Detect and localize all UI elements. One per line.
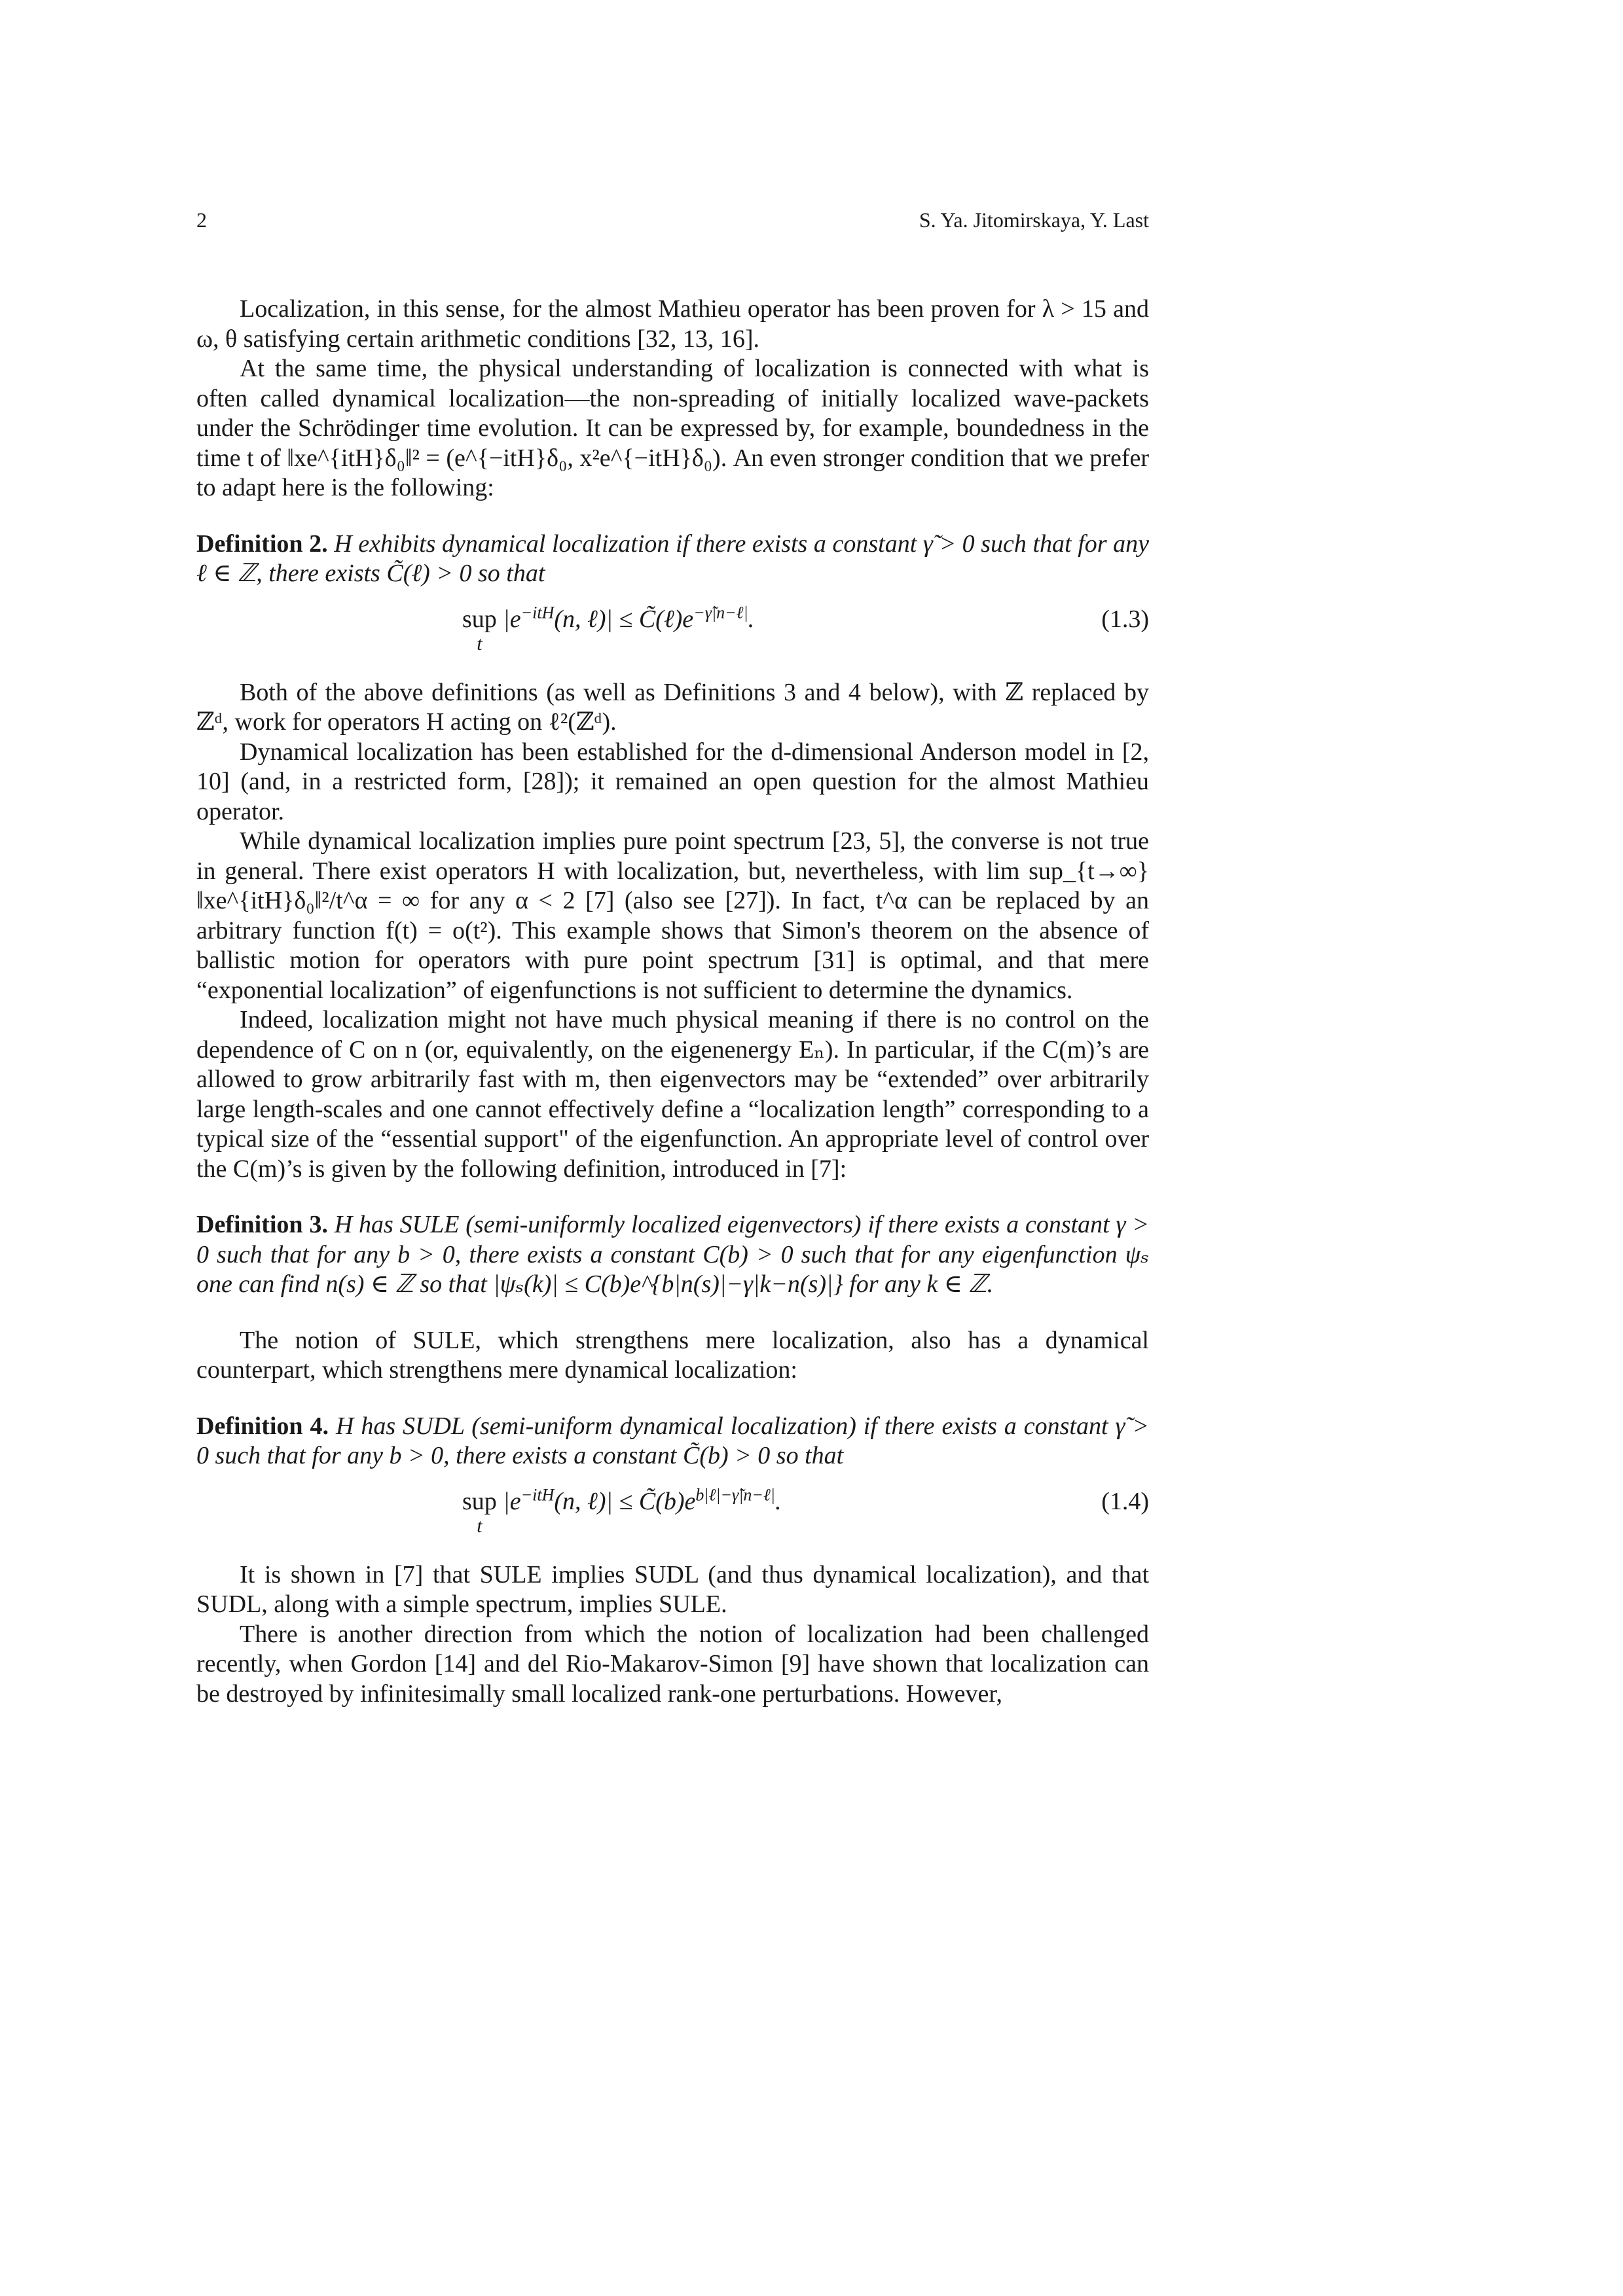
definition-label: Definition 4. (196, 1412, 329, 1440)
equation-number: (1.3) (1101, 605, 1149, 633)
definition-2 (196, 529, 1149, 589)
definition-text: H has SUDL (semi-uniform dynamical localization) if there exists a constant γ̃ > 0 such that for any b > 0, there exists a constant C̃(b) > 0 so that (196, 1412, 1149, 1469)
page-body (196, 295, 1149, 1709)
definition-text: H exhibits dynamical localization if there exists a constant γ̃ > 0 such that for any ℓ ∈ ℤ, there exists C̃(ℓ) > 0 so that (196, 529, 1150, 587)
paragraph: Localization, in this sense, for the almost Mathieu operator has been proven for λ > 15 and ω, θ satisfying certain arithmetic conditions [32, 13, 16]. (196, 295, 1149, 353)
paragraph: Indeed, localization might not have much physical meaning if there is no control on the dependence of C on n (or, equivalently, on the eigenenergy Eₙ). In particular, if the C(m)’s are allowed to grow arbitrarily fast with m, then eigenvectors may be “extended” over arbitrarily large length-scales and one cannot effectively define a “localization length” corresponding to a typical size of the “essential support" of the eigenfunction. An appropriate level of control over the C(m)’s is given by the following definition, introduced in [7]: (196, 1006, 1149, 1183)
definition-text: H has SULE (semi-uniformly localized eigenvectors) if there exists a constant γ > 0 such that for any b > 0, there exists a constant C(b) > 0 such that for any eigenfunction ψₛ one can find n(s) ∈ ℤ so that |ψₛ(k)| ≤ C(b)e^{b|n(s)|−γ|k−n(s)|} for any k ∈ ℤ. (196, 1211, 1150, 1298)
equation-1-4 (196, 1478, 1149, 1546)
definition-3 (196, 1210, 1149, 1300)
equation-formula: sup t $|e^{-itH}(n$, ℓ)| ≤ $C̃(b)e^{b|\ell|-\gammã|n-\ell|}$. (462, 1484, 782, 1537)
paragraph: While dynamical localization implies pure point spectrum [23, 5], the converse is not true in general. There exist operators H with localization, but, nevertheless, with lim sup_{t→∞} ‖xe^{itH}δ₀‖²/t^α = ∞ for any α < 2 [7] (also see [27]). In fact, t^α can be replaced by an arbitrary function f(t) = o(t²). This example shows that Simon's theorem on the absence of ballistic motion for operators with pure point spectrum [31] is optimal, and that mere “exponential localization” of eigenfunctions is not sufficient to determine the dynamics. (196, 827, 1149, 1004)
definition-label: Definition 2. (196, 529, 328, 558)
definition-label: Definition 3. (196, 1211, 328, 1238)
paragraph: It is shown in [7] that SULE implies SUDL (and thus dynamical localization), and that SUDL, along with a simple spectrum, implies SULE. (196, 1560, 1149, 1618)
page-header (196, 208, 1149, 241)
equation-1-3 (196, 596, 1149, 664)
page (196, 208, 1149, 1709)
paragraph: At the same time, the physical understanding of localization is connected with what is often called dynamical localization—the non-spreading of initially localized wave-packets under the Schrödinger time evolution. It can be expressed by, for example, boundedness in the time t of ‖xe^{itH}δ₀‖² = (e^{−itH}δ₀, x²e^{−itH}δ₀). An even stronger condition that we prefer to adapt here is the following: (196, 355, 1149, 501)
definition-4 (196, 1412, 1149, 1471)
equation-formula: sup t $|e^{-itH}(n$, ℓ)| ≤ $C̃(\ell)e^{-\gammã|n-\ell|}$. (462, 602, 755, 655)
paragraph: There is another direction from which the notion of localization had been challenged recently, when Gordon [14] and del Rio-Makarov-Simon [9] have shown that localization can be destroyed by infinitesimally small localized rank-one perturbations. However, (196, 1620, 1149, 1708)
page-number: 2 (196, 208, 207, 232)
paragraph: Dynamical localization has been established for the d-dimensional Anderson model in [2, 10] (and, in a restricted form, [28]); it remained an open question for the almost Mathieu operator. (196, 738, 1149, 825)
equation-number: (1.4) (1101, 1487, 1149, 1515)
paragraph: The notion of SULE, which strengthens mere localization, also has a dynamical counterpart, which strengthens mere dynamical localization: (196, 1326, 1149, 1384)
running-head: S. Ya. Jitomirskaya, Y. Last (919, 208, 1149, 232)
paragraph: Both of the above definitions (as well as Definitions 3 and 4 below), with ℤ replaced by ℤᵈ, work for operators H acting on ℓ²(ℤᵈ). (196, 678, 1149, 736)
